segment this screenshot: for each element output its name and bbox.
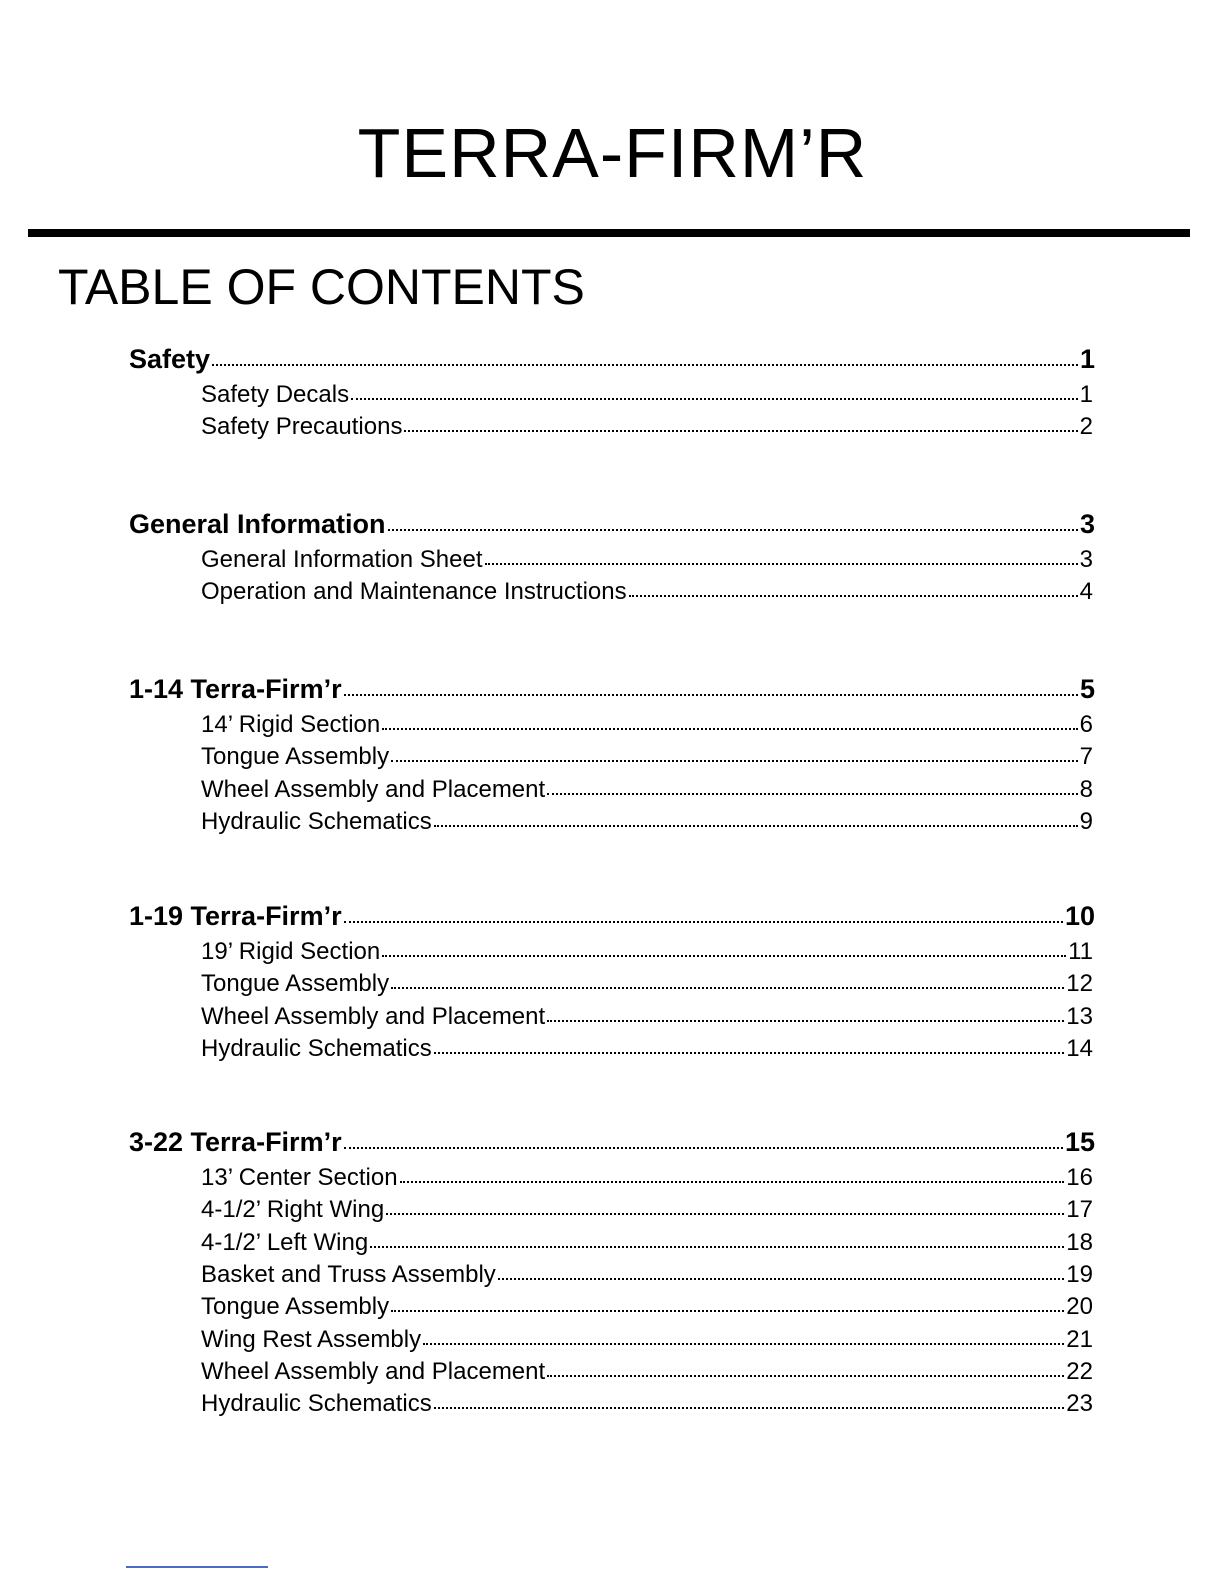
- page-number: 6: [1079, 711, 1093, 738]
- document-title: TERRA-FIRM’R: [357, 114, 868, 192]
- dot-leader: [370, 1246, 1064, 1248]
- toc-section-title: 1-14 Terra-Firm’r: [129, 674, 342, 704]
- dot-leader: [547, 1020, 1064, 1022]
- page-number: 8: [1079, 775, 1093, 803]
- toc-section-row[interactable]: [129, 508, 1095, 540]
- page-number: 19: [1066, 1260, 1093, 1288]
- toc-entry-row[interactable]: [201, 1293, 1093, 1322]
- toc-entry-row[interactable]: [201, 381, 1093, 410]
- toc-entry-title: Safety Decals: [201, 381, 350, 408]
- toc-entry-title: Hydraulic Schematics: [201, 1390, 432, 1418]
- toc-entry-row[interactable]: [201, 776, 1093, 805]
- toc-entry-row[interactable]: [201, 578, 1093, 607]
- page-number: 14: [1066, 1034, 1093, 1062]
- dot-leader: [547, 793, 1077, 795]
- toc-entry-title: Safety Precautions: [201, 413, 403, 441]
- toc-entry-row[interactable]: [201, 938, 1093, 967]
- toc-entry-row[interactable]: [201, 1196, 1093, 1225]
- toc-entry-row[interactable]: [201, 1261, 1093, 1290]
- page-number: 9: [1079, 807, 1093, 835]
- page-number: 1: [1079, 381, 1093, 408]
- toc-entry-title: Operation and Maintenance Instructions: [201, 578, 627, 606]
- dot-leader: [434, 1407, 1065, 1409]
- dot-leader: [212, 364, 1078, 366]
- toc-entry-row[interactable]: [201, 808, 1093, 837]
- page-number: 3: [1079, 509, 1095, 539]
- page-number: 5: [1079, 674, 1095, 704]
- toc-entry-title: Wheel Assembly and Placement: [201, 1357, 546, 1385]
- page-number: 13: [1066, 1002, 1093, 1030]
- toc-section-title: Safety: [129, 344, 211, 374]
- toc-entry-title: Hydraulic Schematics: [201, 1034, 432, 1062]
- toc-entry-row[interactable]: [201, 1326, 1093, 1355]
- page-number: 15: [1064, 1127, 1095, 1157]
- toc-entry-title: 4-1/2’ Left Wing: [201, 1228, 369, 1256]
- toc-entry-row[interactable]: [201, 970, 1093, 999]
- dot-leader: [344, 694, 1078, 696]
- page-number: 12: [1066, 970, 1093, 998]
- dot-leader: [629, 595, 1078, 597]
- page-number: 4: [1079, 578, 1093, 606]
- dot-leader: [485, 563, 1078, 565]
- footer-link-underline: [126, 1566, 268, 1568]
- page-number: 7: [1079, 743, 1093, 771]
- page-number: 18: [1066, 1228, 1093, 1256]
- toc-entry-title: 13’ Center Section: [201, 1164, 398, 1191]
- page-number: 17: [1066, 1196, 1093, 1224]
- toc-entry-title: Wheel Assembly and Placement: [201, 775, 546, 803]
- toc-entry-title: Basket and Truss Assembly: [201, 1260, 496, 1288]
- toc-entry-row[interactable]: [201, 546, 1093, 575]
- toc-entry-row[interactable]: [201, 743, 1093, 772]
- page-number: 22: [1066, 1357, 1093, 1385]
- dot-leader: [344, 1147, 1063, 1149]
- toc-entry-row[interactable]: [201, 1229, 1093, 1258]
- dot-leader: [388, 529, 1078, 531]
- page-number: 10: [1064, 901, 1095, 931]
- page-number: 20: [1066, 1293, 1093, 1321]
- toc-heading: TABLE OF CONTENTS: [58, 259, 585, 315]
- dot-leader: [498, 1278, 1065, 1280]
- toc-entry-row[interactable]: [201, 413, 1093, 442]
- page-number: 23: [1066, 1390, 1093, 1418]
- page-number: 16: [1066, 1164, 1093, 1191]
- toc-entry-title: 14’ Rigid Section: [201, 711, 381, 738]
- toc-section-row[interactable]: [129, 1126, 1095, 1158]
- dot-leader: [382, 955, 1066, 957]
- toc-entry-row[interactable]: [201, 711, 1093, 740]
- toc-entry-title: Tongue Assembly: [201, 743, 390, 771]
- toc-entry-row[interactable]: [201, 1003, 1093, 1032]
- toc-entry-title: Tongue Assembly: [201, 970, 390, 998]
- dot-leader: [423, 1343, 1064, 1345]
- toc-entry-title: Wheel Assembly and Placement: [201, 1002, 546, 1030]
- dot-leader: [547, 1375, 1064, 1377]
- dot-leader: [404, 430, 1077, 432]
- toc-entry-title: Wing Rest Assembly: [201, 1325, 422, 1353]
- page-number: 1: [1079, 344, 1095, 374]
- toc-section-row[interactable]: [129, 343, 1095, 375]
- toc-section-row[interactable]: [129, 900, 1095, 932]
- toc-entry-title: Tongue Assembly: [201, 1293, 390, 1321]
- dot-leader: [434, 825, 1078, 827]
- page-number: 2: [1079, 413, 1093, 441]
- dot-leader: [344, 921, 1063, 923]
- toc-entry-title: 19’ Rigid Section: [201, 938, 381, 965]
- dot-leader: [386, 1213, 1064, 1215]
- page-number: 21: [1066, 1325, 1093, 1353]
- toc-section-title: 1-19 Terra-Firm’r: [129, 901, 342, 931]
- toc-entry-row[interactable]: [201, 1164, 1093, 1193]
- toc-entry-title: 4-1/2’ Right Wing: [201, 1196, 385, 1224]
- page-number: 3: [1079, 546, 1093, 573]
- dot-leader: [351, 398, 1078, 400]
- dot-leader: [391, 987, 1064, 989]
- page-number: 11: [1068, 938, 1093, 965]
- toc-entry-title: Hydraulic Schematics: [201, 807, 432, 835]
- toc-section-title: 3-22 Terra-Firm’r: [129, 1127, 342, 1157]
- toc-entry-row[interactable]: [201, 1358, 1093, 1387]
- dot-leader: [382, 728, 1077, 730]
- dot-leader: [391, 1310, 1064, 1312]
- dot-leader: [391, 760, 1078, 762]
- toc-section-row[interactable]: [129, 673, 1095, 705]
- toc-entry-row[interactable]: [201, 1035, 1093, 1064]
- toc-section-title: General Information: [129, 509, 386, 539]
- dot-leader: [434, 1052, 1065, 1054]
- toc-entry-title: General Information Sheet: [201, 546, 483, 573]
- toc-entry-row[interactable]: [201, 1390, 1093, 1419]
- dot-leader: [400, 1181, 1065, 1183]
